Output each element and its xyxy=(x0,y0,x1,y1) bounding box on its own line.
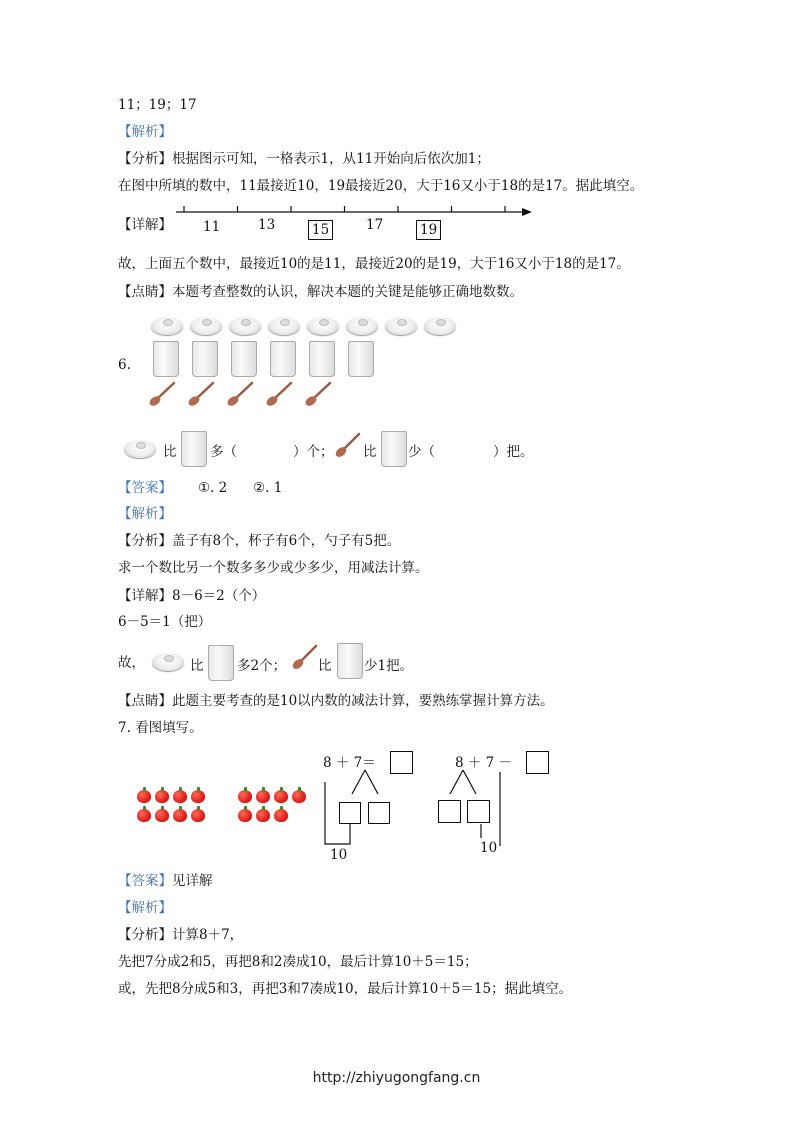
q7-daan-tag: 【答案】 xyxy=(118,873,172,889)
q7-eq1: 8 ＋ 7＝ xyxy=(323,755,376,771)
cup-icon xyxy=(381,431,407,467)
q5-dianjing-tag: 【点睛】 xyxy=(118,284,172,300)
q7-split-box-c[interactable] xyxy=(438,800,461,823)
q6-gu: 故， xyxy=(118,655,145,671)
q6-fenxi-2: 求一个数比另一个数多多少或少多少，用减法计算。 xyxy=(118,560,429,576)
q7-line2: 先把7分成2和5，再把8和2凑成10，最后计算10＋5＝15； xyxy=(118,954,478,970)
q6-q-bi-1: 比 xyxy=(163,444,177,460)
apple-icon xyxy=(292,790,306,803)
spoon-icon xyxy=(335,432,361,458)
q6-q-bi-2: 比 xyxy=(363,444,377,460)
cup-icon xyxy=(181,431,207,467)
q6-q-ba: ）把。 xyxy=(493,444,534,460)
q7-jiexi-tag: 【解析】 xyxy=(118,900,172,916)
q5-conclusion: 故，上面五个数中，最接近10的是11，最接近20的是19，大于16又小于18的是17。 xyxy=(118,256,630,272)
q6-fenxi-tag: 【分析】 xyxy=(118,533,172,549)
q6-xiangjie-text: 8－6＝2（个） xyxy=(172,588,266,604)
nl-label-13: 13 xyxy=(258,217,276,233)
number-line-ticks xyxy=(184,206,505,212)
lid-icon xyxy=(151,317,183,335)
cup-icon xyxy=(231,341,257,377)
q6-fenxi-text: 盖子有8个，杯子有6个，勺子有5把。 xyxy=(172,533,401,549)
cup-icon xyxy=(337,643,363,679)
cup-icon xyxy=(153,341,179,377)
q5-fenxi-tag: 【分析】 xyxy=(118,151,172,167)
lid-icon xyxy=(268,317,300,335)
cup-icon xyxy=(270,341,296,377)
q6-xiangjie-2: 6－5＝1（把） xyxy=(118,614,212,630)
q6-gu-bi-2: 比 xyxy=(318,658,332,674)
q7-ten-1: 10 xyxy=(330,847,348,863)
apple-icon xyxy=(173,809,187,822)
q6-gu-shao: 少1把。 xyxy=(364,658,414,674)
q6-dianjing xyxy=(118,692,554,710)
answer-line-q5: 11；19；17 xyxy=(118,97,197,113)
apple-icon xyxy=(274,809,288,822)
q6-daan xyxy=(118,479,282,497)
cup-icon xyxy=(208,645,234,681)
q6-fenxi xyxy=(118,532,400,550)
q5-fenxi-line2: 在图中所填的数中，11最接近10，19最接近20，大于16又小于18的是17。据此填空。 xyxy=(118,178,644,194)
nl-label-11: 11 xyxy=(203,219,221,235)
nl-boxed-19: 19 xyxy=(416,220,441,240)
apple-icon xyxy=(155,809,169,822)
q6-q-ge: ）个； xyxy=(293,444,334,460)
number-line xyxy=(170,203,540,243)
q7-title: 7. 看图填写。 xyxy=(118,720,203,736)
apple-icon xyxy=(191,809,205,822)
lid-icon xyxy=(307,317,339,335)
lid-icon xyxy=(124,440,156,458)
cup-icon xyxy=(309,341,335,377)
q7-split-box-d[interactable] xyxy=(467,800,490,823)
apple-icon xyxy=(256,790,270,803)
spoon-icon xyxy=(292,644,318,670)
q6-daan-text: ①. 2 ②. 1 xyxy=(198,480,283,496)
q7-split-box-a[interactable] xyxy=(339,802,361,824)
q7-ten-2: 10 xyxy=(480,840,498,856)
q6-number: 6. xyxy=(118,357,131,373)
q6-spoons-row xyxy=(146,380,346,410)
apple-icon xyxy=(137,790,151,803)
q5-fenxi xyxy=(118,150,490,168)
lid-icon xyxy=(190,317,222,335)
q6-daan-tag: 【答案】 xyxy=(118,480,172,496)
q6-dianjing-text: 此题主要考查的是10以内数的减法计算，要熟练掌握计算方法。 xyxy=(172,693,554,709)
lid-icon xyxy=(152,653,184,671)
q7-split-box-b[interactable] xyxy=(368,802,390,824)
q7-fenxi-text: 计算8＋7， xyxy=(172,927,244,943)
q5-xiangjie-tag: 【详解】 xyxy=(118,217,172,233)
q6-q-shao: 少（ xyxy=(408,444,435,460)
apple-icon xyxy=(191,790,205,803)
apple-icon xyxy=(173,790,187,803)
footer-url[interactable]: http://zhiyugongfang.cn xyxy=(312,1070,481,1086)
apple-icon xyxy=(155,790,169,803)
spoon-icon xyxy=(148,383,174,408)
q7-line3: 或，先把8分成5和3，再把3和7凑成10，最后计算10＋5＝15；据此填空。 xyxy=(118,981,573,997)
q7-eq2: 8 ＋ 7 － xyxy=(455,755,513,771)
q7-fenxi-tag: 【分析】 xyxy=(118,927,172,943)
q7-daan-text: 见详解 xyxy=(172,873,213,889)
apple-icon xyxy=(238,790,252,803)
number-line-arrow xyxy=(522,208,532,216)
q7-daan xyxy=(118,872,213,890)
apple-icon xyxy=(256,809,270,822)
q6-q-duo: 多（ xyxy=(210,444,237,460)
apple-icon xyxy=(238,809,252,822)
spoon-icon xyxy=(187,383,213,408)
nl-label-17: 17 xyxy=(366,217,384,233)
q5-jiexi-tag: 【解析】 xyxy=(118,124,172,140)
q6-gu-duo: 多2个； xyxy=(237,658,287,674)
nl-boxed-15: 15 xyxy=(308,220,333,240)
q7-fenxi xyxy=(118,926,243,944)
apple-icon xyxy=(274,790,288,803)
lid-icon xyxy=(424,317,456,335)
cup-icon xyxy=(192,341,218,377)
q6-gu-bi: 比 xyxy=(190,658,204,674)
q6-xiangjie xyxy=(118,587,265,605)
q6-xiangjie-tag: 【详解】 xyxy=(118,588,172,604)
apple-icon xyxy=(137,809,151,822)
lid-icon xyxy=(346,317,378,335)
spoon-icon xyxy=(304,383,330,408)
spoon-icon xyxy=(226,383,252,408)
spoon-icon xyxy=(265,383,291,408)
cup-icon xyxy=(348,341,374,377)
lid-icon xyxy=(385,317,417,335)
q5-dianjing-text: 本题考查整数的认识，解决本题的关键是能够正确地数数。 xyxy=(172,284,523,300)
q5-fenxi-text: 根据图示可知，一格表示1，从11开始向后依次加1； xyxy=(172,151,490,167)
q6-jiexi-tag: 【解析】 xyxy=(118,506,172,522)
q5-dianjing xyxy=(118,283,523,301)
q6-dianjing-tag: 【点睛】 xyxy=(118,693,172,709)
lid-icon xyxy=(229,317,261,335)
